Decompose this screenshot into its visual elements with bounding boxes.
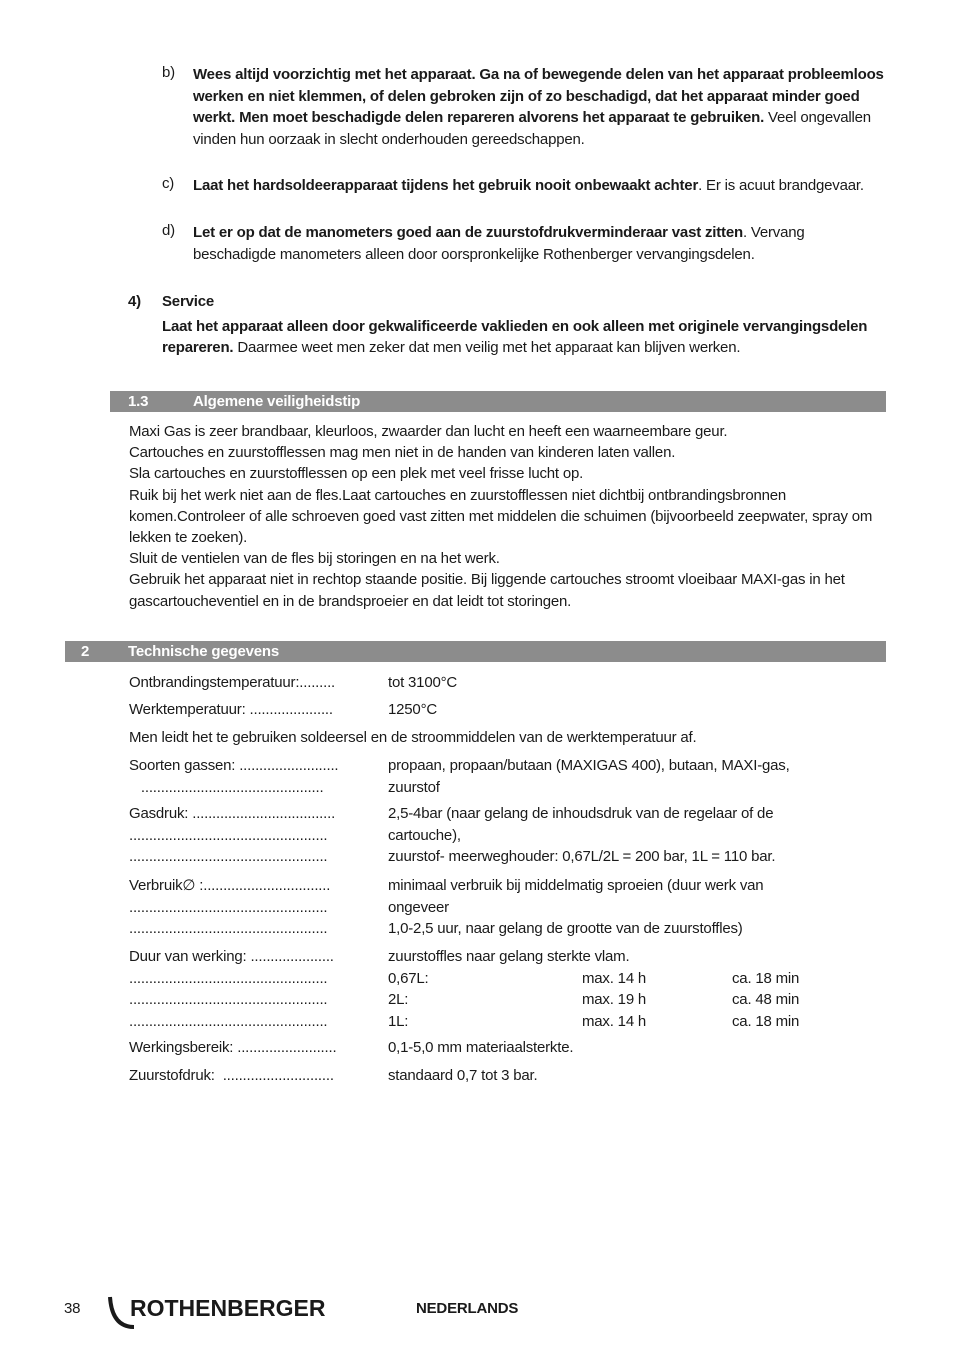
section-number: 1.3: [128, 393, 149, 410]
item-text: . Vervang beschadigde manometers alleen door oorspronkelijke Rothenberger vervangingsdelen.: [193, 224, 805, 263]
spec-key: ..................................................: [129, 898, 328, 916]
duration-row: [129, 968, 889, 990]
spec-key: ..................................................: [129, 920, 328, 937]
safety-line: Sluit de ventielen van de fles bij storingen en na het werk.: [129, 550, 500, 568]
spec-werktemp: [129, 699, 889, 721]
spec-key: Ontbrandingstemperatuur:.........: [129, 674, 336, 691]
rothenberger-logo: [106, 1291, 346, 1333]
spec-key: Werktemperatuur: .....................: [129, 701, 333, 718]
spec-value: 2,5-4bar (naar gelang de inhoudsdruk van de regelaar of de: [388, 805, 774, 822]
spec-key: ..................................................: [129, 1012, 328, 1030]
spec-key: Soorten gassen: .........................: [129, 757, 339, 774]
spec-value: cartouche),: [388, 826, 461, 844]
bottle-size: 0,67L:: [388, 969, 429, 987]
spec-gassen: [129, 755, 889, 798]
item-bold-text: Laat het hardsoldeerapparaat tijdens het gebruik nooit onbewaakt achter: [193, 177, 699, 194]
spec-gasdruk: [129, 803, 889, 868]
section-heading-2: [65, 641, 886, 662]
spec-duur: [129, 946, 889, 1032]
spec-value: minimaal verbruik bij middelmatig sproeien (duur werk van: [388, 877, 764, 894]
list-item-d: [162, 222, 887, 265]
section-heading-1-3: [110, 391, 886, 412]
spec-value: ongeveer: [388, 898, 449, 916]
spec-key: Verbruik∅ :................................: [129, 877, 331, 894]
item-bold-text: Let er op dat de manometers goed aan de zuurstofdrukverminderaar vast zitten: [193, 224, 743, 241]
list-label: b): [162, 64, 175, 81]
safety-line: Gebruik het apparaat niet in rechtop staande positie. Bij liggende cartouches stroomt vloeibaar MAXI-gas in het gascartoucheventiel en in de brandsproeier en dat leidt tot storingen.: [129, 571, 845, 610]
spec-key: Zuurstofdruk: ............................: [129, 1067, 334, 1084]
spec-key: ..............................................: [129, 778, 324, 796]
list-label: c): [162, 175, 175, 192]
section-number: 2: [81, 643, 90, 660]
logo-text: ROTHENBERGER: [130, 1295, 326, 1321]
spec-key: ..................................................: [129, 969, 328, 987]
service-bold-text: Laat het apparaat alleen door gekwalificeerde vaklieden en ook alleen met originele vervangingsdelen repareren.: [162, 317, 868, 356]
language-label: NEDERLANDS: [416, 1300, 519, 1317]
spec-key: ..................................................: [129, 991, 328, 1008]
duration-row: [129, 1011, 889, 1033]
approx-duration: ca. 48 min: [732, 991, 800, 1008]
spec-zuurstofdruk: [129, 1065, 889, 1087]
spec-key: ..................................................: [129, 848, 328, 865]
approx-duration: ca. 18 min: [732, 1012, 800, 1030]
spec-key: Gasdruk: ....................................: [129, 805, 336, 822]
spec-value: 1250°C: [388, 701, 438, 718]
spec-value: tot 3100°C: [388, 674, 458, 691]
safety-line: Sla cartouches en zuurstofflessen op een plek met veel frisse lucht op.: [129, 465, 584, 483]
spec-value: propaan, propaan/butaan (MAXIGAS 400), butaan, MAXI-gas,: [388, 757, 790, 774]
item-text: Veel ongevallen vinden hun oorzaak in slecht onderhouden gereedschappen.: [193, 109, 871, 148]
safety-line: Cartouches en zuurstofflessen mag men niet in de handen van kinderen laten vallen.: [129, 444, 676, 462]
spec-value: zuurstoffles naar gelang sterkte vlam.: [388, 948, 630, 965]
safety-tips: [129, 421, 879, 612]
max-duration: max. 14 h: [582, 1012, 647, 1030]
page-number: 38: [64, 1300, 81, 1317]
section-title: Algemene veiligheidstip: [193, 393, 361, 410]
spec-note: Men leidt het te gebruiken soldeersel en de stroommiddelen van de werktemperatuur af.: [129, 729, 697, 746]
max-duration: max. 14 h: [582, 969, 647, 987]
section-title: Technische gegevens: [128, 643, 279, 660]
list-item-c: [162, 175, 887, 197]
safety-line: Ruik bij het werk niet aan de fles.Laat cartouches en zuurstofflessen niet dichtbij ontbrandingsbronnen komen.Controleer of alle schroeven goed vast zitten met middelen die schuimen (bijvoorbeeld zeepwater, spray om lekken te zoeken).: [129, 486, 873, 547]
spec-ontbranding: [129, 672, 889, 694]
approx-duration: ca. 18 min: [732, 969, 800, 987]
spec-key: Duur van werking: .....................: [129, 948, 334, 965]
safety-line: Maxi Gas is zeer brandbaar, kleurloos, zwaarder dan lucht en heeft een waarneembare geur.: [129, 423, 728, 440]
max-duration: max. 19 h: [582, 991, 647, 1008]
spec-value: standaard 0,7 tot 3 bar.: [388, 1067, 538, 1084]
spec-value: zuurstof- meerweghouder: 0,67L/2L = 200 bar, 1L = 110 bar.: [388, 848, 776, 865]
list-item-b: [162, 64, 887, 150]
spec-verbruik: [129, 875, 889, 940]
spec-value: 0,1-5,0 mm materiaalsterkte.: [388, 1039, 574, 1056]
list-label: d): [162, 222, 175, 239]
service-section: [128, 291, 888, 359]
bottle-size: 2L:: [388, 991, 409, 1008]
bottle-size: 1L:: [388, 1012, 409, 1030]
item-bold-text: Wees altijd voorzichtig met het apparaat. Ga na of bewegende delen van het apparaat probleemloos werken en niet klemmen, of delen gebroken zijn of zo beschadigd, dat het apparaat minder goed werkt. Men moet beschadigde delen repareren alvorens het apparaat te gebruiken.: [193, 66, 884, 126]
service-number: 4): [128, 293, 141, 310]
spec-key: Werkingsbereik: .........................: [129, 1039, 337, 1056]
duration-row: [129, 989, 889, 1011]
service-text: Daarmee weet men zeker dat men veilig met het apparaat kan blijven werken.: [233, 339, 741, 356]
item-text: . Er is acuut brandgevaar.: [698, 177, 864, 194]
spec-key: ..................................................: [129, 826, 328, 844]
service-title: Service: [162, 293, 214, 310]
spec-value: zuurstof: [388, 778, 440, 796]
spec-bereik: [129, 1037, 889, 1059]
spec-value: 1,0-2,5 uur, naar gelang de grootte van de zuurstoffles): [388, 920, 743, 937]
